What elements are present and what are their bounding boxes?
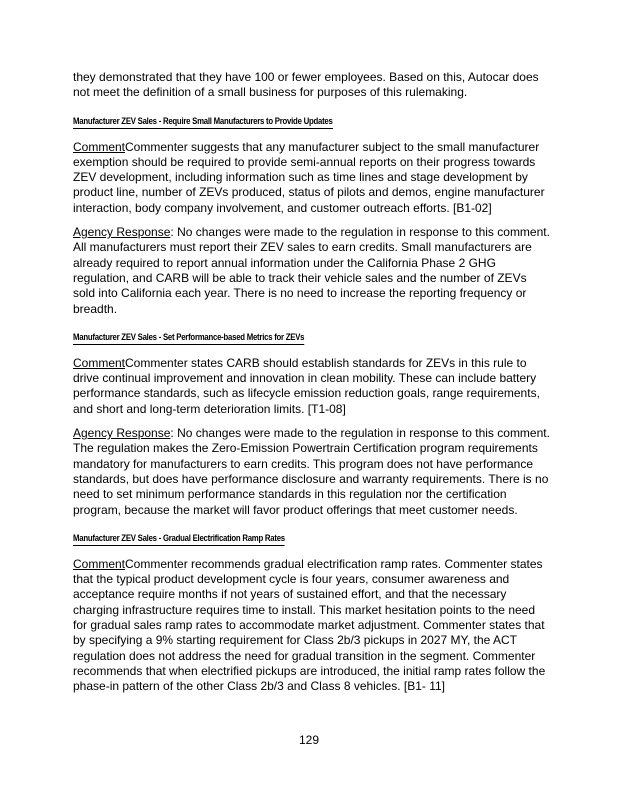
agency-response-text: : No changes were made to the regulation in response to this comment. All manufacturers must report their ZEV sales to earn credits. Small manufacturers are already required to report annual information under the California Phase 2 GHG regulation, and CARB will be able to track their vehicle sales and the number of ZEVs sold into California each year. There is no need to increase the reporting frequency or breadth. <box>73 225 550 316</box>
section-performance-metrics <box>73 326 551 518</box>
comment-text: Commenter states CARB should establish standards for ZEVs in this rule to drive continual improvement and innovation in clean mobility. These can include battery performance standards, such as lifecycle emission reduction goals, range requirements, and short and long-term deterioration limits. [T1-08] <box>73 355 540 416</box>
section-gradual-ramp-rates <box>73 527 551 695</box>
agency-response-paragraph <box>73 426 551 518</box>
comment-text: Commenter suggests that any manufacturer subject to the small manufacturer exemption should be required to provide semi-annual reports on their progress towards ZEV development, including information such as time lines and stage development by product line, number of ZEVs produced, status of pilots and demos, engine manufacturer interaction, body company involvement, and customer outreach efforts. [B1-02] <box>73 139 545 215</box>
section-heading: Manufacturer ZEV Sales - Gradual Electrification Ramp Rates <box>73 532 285 544</box>
comment-paragraph <box>73 140 551 216</box>
agency-response-label: Agency Response <box>73 426 171 441</box>
comment-label: Comment <box>73 556 126 571</box>
intro-paragraph: they demonstrated that they have 100 or fewer employees. Based on this, Autocar does not meet the definition of a small business for purposes of this rulemaking. <box>73 70 539 100</box>
comment-label: Comment <box>73 355 126 370</box>
section-heading: Manufacturer ZEV Sales - Set Performance-based Metrics for ZEVs <box>73 331 305 343</box>
section-small-manufacturers-updates <box>73 110 551 317</box>
document-page <box>73 70 551 704</box>
comment-paragraph <box>73 557 551 695</box>
comment-paragraph <box>73 356 551 417</box>
comment-text: Commenter recommends gradual electrification ramp rates. Commenter states that the typical product development cycle is four years, consumer awareness and acceptance require months if not years of sustained effort, and that the necessary charging infrastructure requires time to install. This market hesitation points to the need for gradual sales ramp rates to accommodate market adjustment. Commenter states that by specifying a 9% starting requirement for Class 2b/3 pickups in 2027 MY, the ACT regulation does not address the need for gradual transition in the segment. Commenter recommends that when electrified pickups are introduced, the initial ramp rates follow the phase-in pattern of the other Class 2b/3 and Class 8 vehicles. [B1- 11] <box>73 556 546 694</box>
comment-label: Comment <box>73 139 126 154</box>
agency-response-text: : No changes were made to the regulation in response to this comment. The regulation makes the Zero-Emission Powertrain Certification program requirements mandatory for manufacturers to earn credits. This program does not have performance standards, but does have performance disclosure and warranty requirements. There is no need to set minimum performance standards in this regulation nor the certification program, because the market will favor product offerings that meet customer needs. <box>73 426 550 517</box>
agency-response-paragraph <box>73 225 551 317</box>
section-heading: Manufacturer ZEV Sales - Require Small Manufacturers to Provide Updates <box>73 115 333 127</box>
agency-response-label: Agency Response <box>73 225 171 240</box>
page-number: 129 <box>298 733 320 747</box>
